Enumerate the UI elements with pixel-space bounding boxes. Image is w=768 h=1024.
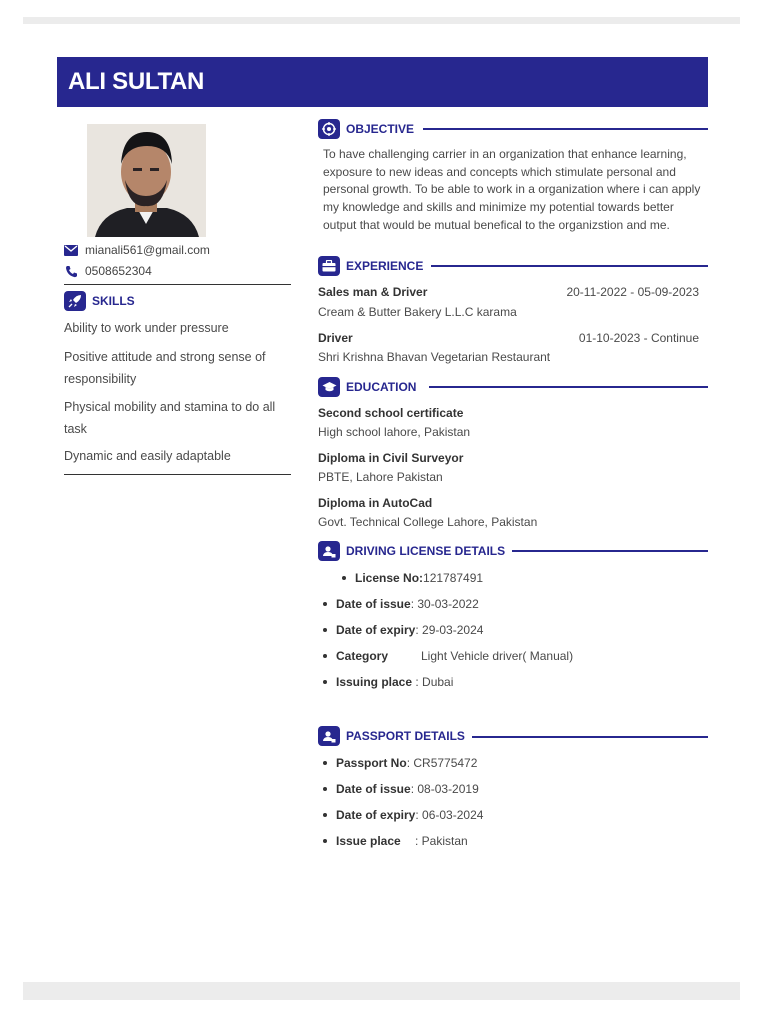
skills-divider <box>64 474 291 475</box>
objective-heading <box>318 119 414 139</box>
bullet-icon <box>323 602 327 606</box>
objective-text: To have challenging carrier in an organization that enhance learning, exposure to new ideas and concepts which stimulate personal and personal growth. To be able to work in a organization where i can apply my knowledge and skills and minimize my potential towards better output that would be mutual benefical to the organizstion and me. <box>323 147 701 232</box>
license-item: Date of issue : 30-03-2022 <box>323 597 479 611</box>
bullet-icon <box>323 680 327 684</box>
passport-heading <box>318 726 465 746</box>
phone-icon <box>64 264 78 278</box>
license-item: Category Light Vehicle driver( Manual) <box>323 649 573 663</box>
page-top-edge <box>23 17 740 24</box>
candidate-name: ALI SULTAN <box>68 68 205 95</box>
bullet-icon <box>323 787 327 791</box>
license-item: License No: 121787491 <box>342 571 483 585</box>
skill-item: Dynamic and easily adaptable <box>64 449 231 463</box>
phone-row <box>64 264 152 278</box>
education-heading <box>318 377 416 397</box>
profile-photo <box>87 124 206 237</box>
edu-degree: Second school certificate <box>318 406 464 420</box>
license-heading <box>318 541 505 561</box>
passport-title: PASSPORT DETAILS <box>346 729 465 743</box>
job-dates: 01-10-2023 - Continue <box>578 331 699 345</box>
job-role: Sales man & Driver <box>318 285 428 299</box>
job-dates: 20-11-2022 - 05-09-2023 <box>566 285 699 299</box>
license-item: Issuing place : Dubai <box>323 675 453 689</box>
edu-school: High school lahore, Pakistan <box>318 425 471 439</box>
bullet-icon <box>323 628 327 632</box>
rocket-icon <box>64 291 86 311</box>
bullet-icon <box>342 576 346 580</box>
edu-school: Govt. Technical College Lahore, Pakistan <box>318 515 538 529</box>
name-header <box>57 57 708 107</box>
skills-heading <box>64 291 135 311</box>
bullet-icon <box>323 761 327 765</box>
envelope-icon <box>64 243 78 257</box>
skills-title: SKILLS <box>92 294 135 308</box>
edu-degree: Diploma in AutoCad <box>318 496 433 510</box>
bullet-icon <box>323 813 327 817</box>
id-card-icon <box>318 541 340 561</box>
bullet-icon <box>323 654 327 658</box>
email-row <box>64 243 210 257</box>
graduation-cap-icon <box>318 377 340 397</box>
experience-title: EXPERIENCE <box>346 259 424 273</box>
passport-item: Date of expiry : 06-03-2024 <box>323 808 483 822</box>
skill-item: Ability to work under pressure <box>64 321 229 335</box>
license-title: DRIVING LICENSE DETAILS <box>346 544 506 558</box>
experience-heading <box>318 256 423 276</box>
edu-degree: Diploma in Civil Surveyor <box>318 451 464 465</box>
skill-item: Physical mobility and stamina to do all task <box>64 400 276 436</box>
briefcase-icon <box>318 256 340 276</box>
phone-text[interactable]: 0508652304 <box>85 264 152 278</box>
passport-rule <box>472 736 708 738</box>
job-company: Cream & Butter Bakery L.L.C karama <box>318 305 517 319</box>
email-text[interactable]: mianali561@gmail.com <box>85 243 210 257</box>
education-rule <box>429 386 708 388</box>
license-rule <box>512 550 708 552</box>
license-item: Date of expiry : 29-03-2024 <box>323 623 483 637</box>
id-card-icon <box>318 726 340 746</box>
passport-item: Passport No : CR5775472 <box>323 756 477 770</box>
experience-rule <box>431 265 708 267</box>
job-company: Shri Krishna Bhavan Vegetarian Restaurant <box>318 350 551 364</box>
job-role: Driver <box>318 331 353 345</box>
contact-divider <box>64 284 291 285</box>
objective-title: OBJECTIVE <box>346 122 415 136</box>
edu-school: PBTE, Lahore Pakistan <box>318 470 443 484</box>
passport-item: Date of issue : 08-03-2019 <box>323 782 479 796</box>
skill-item: Positive attitude and strong sense of responsibility <box>64 350 266 386</box>
bullet-icon <box>323 839 327 843</box>
objective-rule <box>423 128 708 130</box>
page-bottom-edge <box>23 982 740 1000</box>
education-title: EDUCATION <box>346 380 417 394</box>
passport-item: Issue place : Pakistan <box>323 834 468 848</box>
target-icon <box>318 119 340 139</box>
